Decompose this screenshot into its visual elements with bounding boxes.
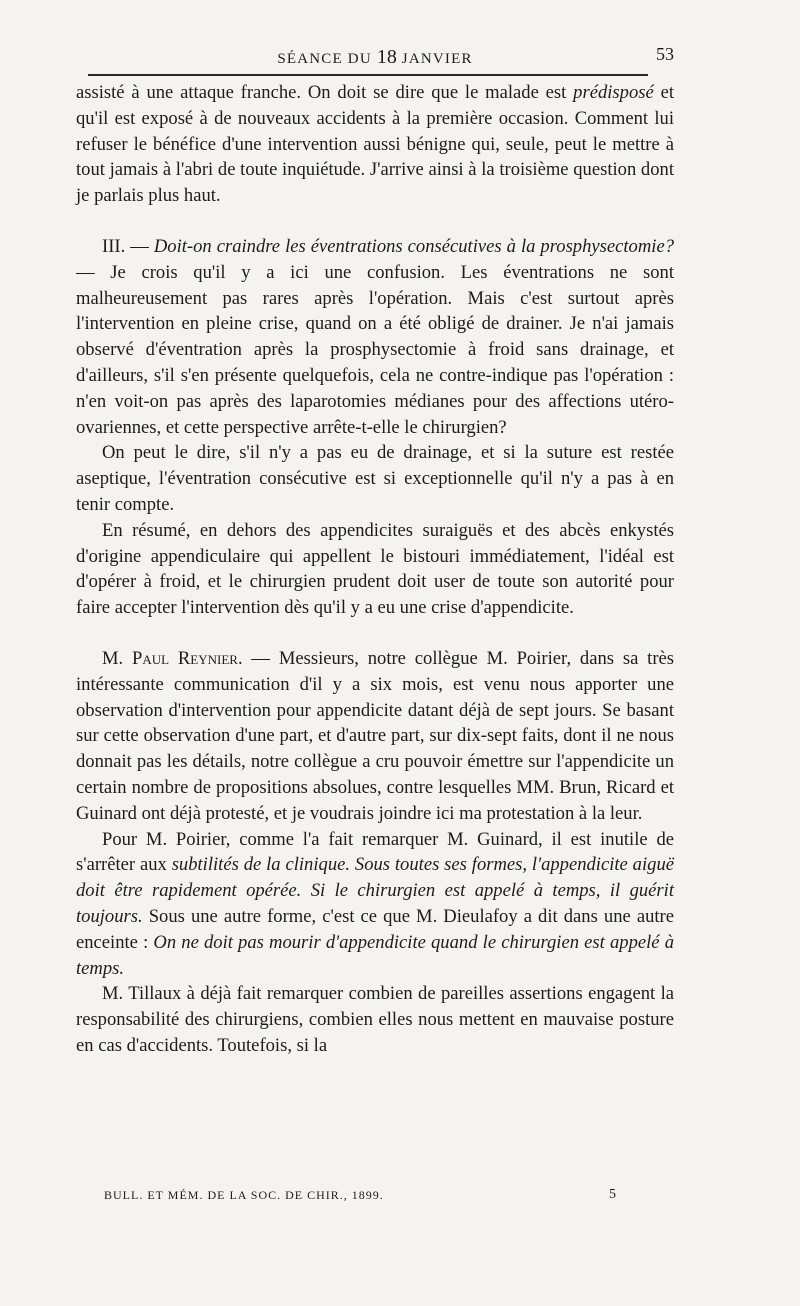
paragraph-2: III. — Doit-on craindre les éventrations consécutives à la prosphysectomie? — Je crois qu'il y a ici une confusion. Les éventrations ne sont malheureusement pas rares après l'opération. Mais c'est surtout après l'intervention en pleine crise, quand on a été obligé de drainer. Je n'ai jamais observé d'éventration après la prosphysectomie à froid sans drainage, et d'ailleurs, s'il s'en présente quelquefois, cela ne contre-indique pas l'opération : n'en voit-on pas après des laparotomies médianes pour des affections utéro-ovariennes, et cette perspective arrête-t-elle le chirurgien? [76, 235, 674, 438]
section-gap [76, 209, 674, 234]
running-head [76, 38, 674, 74]
signature-mark: 5 [609, 1187, 616, 1202]
paragraph-1: assisté à une attaque franche. On doit se dire que le malade est prédisposé et qu'il est exposé à de nouveaux accidents à la première occasion. Comment lui refuser le bénéfice d'une intervention aussi bénigne qui, seule, peut le mettre à tout jamais à l'abri de toute inquiétude. J'arrive ainsi à la troisième question dont je parlais plus haut. [76, 82, 674, 207]
paragraph-7: M. Tillaux à déjà fait remarquer combien de pareilles assertions engagent la responsabilité des chirurgiens, combien elles nous mettent en mauvaise posture en cas d'accidents. Toutefois, si la [76, 983, 674, 1056]
speaker-name: M. Paul Reynier. [102, 647, 243, 669]
body-text [76, 80, 674, 1059]
page-number: 53 [656, 44, 674, 64]
paragraph-5: M. Paul Reynier. — Messieurs, notre collègue M. Poirier, dans sa très intéressante communication d'il y a six mois, est venu nous apporter une observation d'intervention pour appendicite datant déjà de sept jours. Se basant sur cette observation d'une part, et d'autre part, sur dix-sept faits, dont il ne nous donnait pas les détails, notre collègue a cru pouvoir émettre sur l'appendicite un certain nombre de propositions absolues, contre lesquelles MM. Brun, Ricard et Guinard ont déjà protesté, et je voudrais joindre ici ma protestation à la leur. [76, 647, 674, 824]
section-gap [76, 621, 674, 646]
footer [104, 1188, 616, 1203]
paragraph-6: Pour M. Poirier, comme l'a fait remarquer M. Guinard, il est inutile de s'arrêter aux subtilités de la clinique. Sous toutes ses formes, l'appendicite aiguë doit être rapidement opérée. Si le chirurgien est appelé à temps, il guérit toujours. Sous une autre forme, c'est ce que M. Dieulafoy a dit dans une autre enceinte : On ne doit pas mourir d'appendicite quand le chirurgien est appelé à temps. [76, 828, 674, 979]
header-rule [88, 74, 648, 76]
paragraph-3: On peut le dire, s'il n'y a pas eu de drainage, et si la suture est restée aseptique, l'éventration consécutive est si exceptionnelle qu'il n'y a pas à en tenir compte. [76, 442, 674, 515]
paragraph-4: En résumé, en dehors des appendicites suraiguës et des abcès enkystés d'origine appendiculaire qui appellent le bistouri immédiatement, l'idéal est d'opérer à froid, et le chirurgien prudent doit user de toute son autorité pour faire accepter l'intervention dès qu'il y a eu une crise d'appendicite. [76, 519, 674, 619]
running-head-title: SÉANCE DU 18 JANVIER [277, 46, 473, 68]
page [76, 38, 674, 1059]
footer-citation: BULL. ET MÉM. DE LA SOC. DE CHIR., 1899. [104, 1188, 384, 1202]
